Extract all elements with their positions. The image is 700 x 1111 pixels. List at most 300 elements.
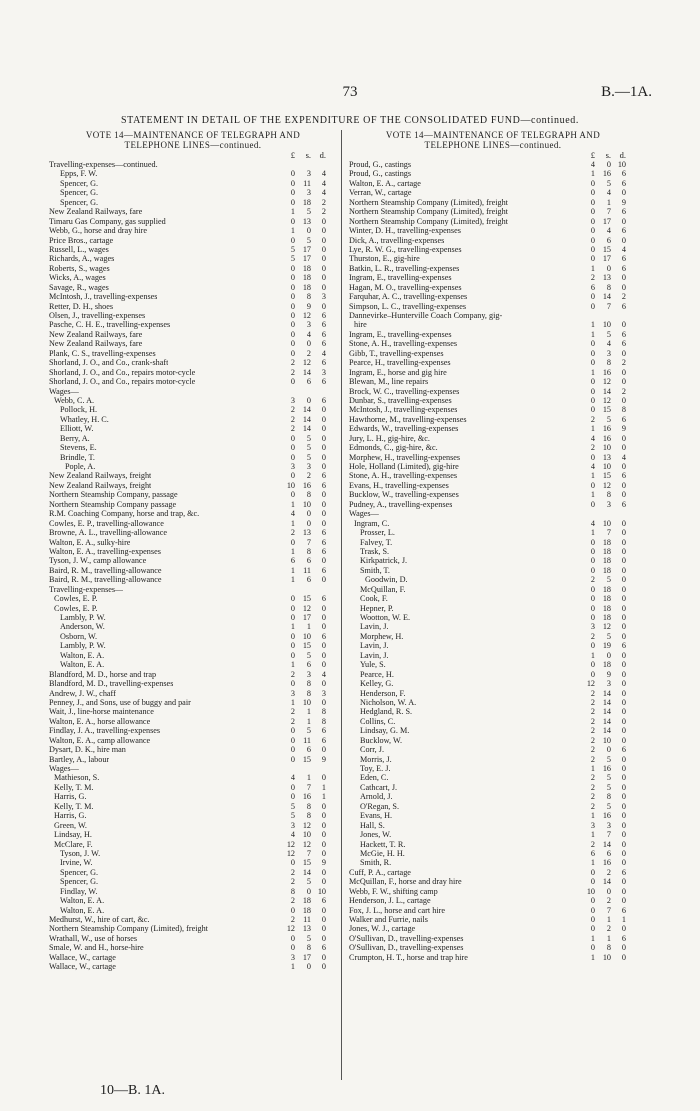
- shillings-amount: 1: [306, 716, 311, 726]
- shillings-amount: 0: [306, 518, 311, 528]
- pounds-amount: 0: [290, 537, 295, 547]
- pounds-unit: £: [590, 150, 595, 160]
- shillings-amount: 7: [306, 782, 311, 792]
- pounds-amount: 0: [590, 480, 595, 490]
- pence-amount: 0: [621, 886, 626, 896]
- entry-label: Edwards, W., travelling-expenses: [349, 424, 459, 434]
- ledger-entry: [49, 953, 337, 962]
- entry-label: Russell, L., wages: [49, 244, 109, 254]
- shillings-amount: 6: [306, 575, 311, 585]
- pence-amount: 0: [621, 801, 626, 811]
- entry-label: Wrathall, W., use of horses: [49, 933, 138, 943]
- ledger-entry: [49, 604, 337, 613]
- pence-amount: 0: [621, 839, 626, 849]
- shillings-amount: 8: [306, 490, 311, 500]
- shillings-amount: 6: [306, 377, 311, 387]
- ledger-entry: [349, 698, 637, 707]
- pounds-amount: 0: [590, 405, 595, 415]
- pence-amount: 0: [321, 263, 326, 273]
- entry-label: Walton, E. A., sulky-hire: [49, 537, 131, 547]
- entry-label: Ingram, E., horse and gig hire: [349, 367, 447, 377]
- pence-amount: 0: [621, 546, 626, 556]
- entry-label: Wait, J., line-horse maintenance: [49, 707, 154, 717]
- shillings-amount: 13: [602, 273, 611, 283]
- pence-amount: 0: [321, 915, 326, 924]
- entry-label: Travelling-expenses—continued.: [49, 160, 158, 169]
- ledger-entry: [49, 443, 337, 452]
- shillings-amount: 4: [606, 339, 611, 349]
- pence-amount: 6: [621, 254, 626, 264]
- entry-label: Verran, W., cartage: [349, 188, 412, 198]
- pence-amount: 0: [321, 301, 326, 311]
- shillings-amount: 3: [306, 188, 311, 198]
- ledger-entry: [349, 434, 637, 443]
- pence-amount: 6: [621, 499, 626, 509]
- pence-amount: 0: [621, 735, 626, 745]
- pounds-amount: 4: [590, 160, 595, 169]
- pounds-amount: 2: [290, 669, 295, 679]
- pence-amount: 6: [621, 641, 626, 651]
- pounds-amount: 0: [290, 613, 295, 622]
- ledger-entry: [349, 594, 637, 603]
- pence-amount: 6: [621, 471, 626, 481]
- ledger-entry: [49, 396, 337, 405]
- shillings-amount: 5: [606, 414, 611, 424]
- pence-amount: 6: [321, 896, 326, 906]
- pounds-amount: 2: [290, 367, 295, 377]
- entry-label: Richards, A., wages: [49, 254, 115, 264]
- pence-amount: 0: [321, 905, 326, 915]
- pounds-amount: 5: [290, 254, 295, 264]
- pence-amount: 0: [621, 282, 626, 292]
- pence-amount: 0: [621, 518, 626, 528]
- shillings-amount: 18: [602, 660, 611, 670]
- shillings-amount: 0: [306, 886, 311, 896]
- pounds-amount: 0: [590, 348, 595, 358]
- shillings-amount: 8: [606, 282, 611, 292]
- ledger-entry: [49, 641, 337, 650]
- shillings-amount: 5: [606, 329, 611, 339]
- pounds-amount: 0: [590, 584, 595, 594]
- pounds-amount: 0: [590, 188, 595, 198]
- pence-amount: 6: [321, 329, 326, 339]
- pounds-amount: 2: [590, 688, 595, 698]
- shillings-amount: 14: [602, 877, 611, 887]
- pence-unit: d.: [619, 150, 626, 160]
- pence-amount: 0: [621, 537, 626, 547]
- entry-label: Brock, W. C., travelling-expenses: [349, 386, 460, 396]
- entry-label: Walton, E. A.: [60, 896, 105, 906]
- entry-label: Cowles, E. P.: [54, 603, 98, 613]
- pounds-amount: 0: [290, 679, 295, 689]
- pounds-amount: 2: [290, 896, 295, 906]
- entry-label: Bucklow, W., travelling-expenses: [349, 490, 459, 500]
- pence-amount: 0: [321, 499, 326, 509]
- pounds-amount: 0: [290, 905, 295, 915]
- ledger-entry: [49, 670, 337, 679]
- pounds-amount: 3: [590, 820, 595, 830]
- ledger-entry: [49, 481, 337, 490]
- ledger-entry: [349, 632, 637, 641]
- entry-label: Goodwin, D.: [365, 575, 408, 585]
- pounds-amount: 1: [290, 207, 295, 217]
- pounds-amount: 0: [290, 320, 295, 330]
- entry-label: Proud, G., castings: [349, 160, 412, 169]
- column-divider: [341, 130, 342, 1080]
- pounds-amount: 12: [286, 839, 295, 849]
- ledger-entry: [49, 896, 337, 905]
- pounds-amount: 0: [290, 301, 295, 311]
- ledger-entry: [49, 434, 337, 443]
- ledger-entry: [349, 934, 637, 943]
- entry-label: Jones, W. J., cartage: [349, 924, 416, 934]
- entry-label: Stevens, E.: [60, 443, 97, 453]
- pence-amount: 0: [321, 443, 326, 453]
- entry-label: Dunbar, S., travelling-expenses: [349, 395, 452, 405]
- ledger-entry: [49, 490, 337, 499]
- pounds-amount: 1: [590, 858, 595, 868]
- pence-amount: 6: [621, 226, 626, 236]
- ledger-entry: [49, 311, 337, 320]
- entry-label: McIntosh, J., travelling-expenses: [349, 405, 458, 415]
- pence-amount: 0: [321, 622, 326, 632]
- pence-amount: 6: [621, 745, 626, 755]
- pounds-amount: 0: [290, 188, 295, 198]
- entry-label: Bartley, A., labour: [49, 754, 110, 764]
- shillings-amount: 0: [606, 160, 611, 169]
- pounds-amount: 0: [590, 178, 595, 188]
- shillings-amount: 0: [606, 886, 611, 896]
- pence-amount: 0: [621, 348, 626, 358]
- shillings-amount: 10: [302, 631, 311, 641]
- pounds-amount: 0: [290, 745, 295, 755]
- shillings-amount: 18: [302, 896, 311, 906]
- ledger-entry: [49, 368, 337, 377]
- pounds-amount: 0: [290, 594, 295, 604]
- right-heading-line1: VOTE 14—MAINTENANCE OF TELEGRAPH AND: [385, 130, 601, 140]
- pounds-amount: 2: [590, 697, 595, 707]
- pence-amount: 0: [321, 575, 326, 585]
- pounds-amount: 1: [590, 329, 595, 339]
- entry-label: O'Sullivan, D., travelling-expenses: [349, 933, 464, 943]
- entry-label: McGie, H. H.: [360, 848, 405, 858]
- ledger-entry: [349, 689, 637, 698]
- pounds-amount: 2: [290, 877, 295, 887]
- entry-label: New Zealand Railways, fare: [49, 339, 143, 349]
- pounds-amount: 0: [590, 594, 595, 604]
- pounds-amount: 0: [290, 603, 295, 613]
- pence-amount: 0: [321, 254, 326, 264]
- shillings-amount: 5: [306, 207, 311, 217]
- pounds-amount: 2: [290, 915, 295, 924]
- pence-amount: 2: [321, 197, 326, 207]
- pounds-amount: 1: [590, 764, 595, 773]
- ledger-entry: [49, 339, 337, 348]
- entry-label: Webb, G., horse and dray hire: [49, 226, 148, 236]
- ledger-entry: [49, 792, 337, 801]
- entry-label: Shorland, J. O., and Co., repairs motor-cycle: [49, 367, 196, 377]
- entry-label: Savage, R., wages: [49, 282, 109, 292]
- shillings-amount: 5: [606, 754, 611, 764]
- pence-amount: 10: [317, 886, 326, 896]
- shillings-amount: 10: [302, 499, 311, 509]
- shillings-amount: 13: [302, 528, 311, 538]
- ledger-entry: [49, 755, 337, 764]
- entry-label: Andrew, J. W., chaff: [49, 688, 116, 698]
- entry-label: Pearce, H.: [360, 669, 394, 679]
- ledger-entry: [49, 509, 337, 518]
- entry-label: Stone, A. H., travelling-expenses: [349, 339, 458, 349]
- shillings-amount: 16: [302, 792, 311, 802]
- pence-amount: 3: [321, 292, 326, 302]
- entry-label: Hagan, M. O., travelling-expenses: [349, 282, 462, 292]
- shillings-amount: 14: [602, 292, 611, 302]
- pounds-amount: 4: [590, 433, 595, 443]
- pence-amount: 0: [321, 216, 326, 226]
- pence-amount: 0: [621, 188, 626, 198]
- ledger-entry: [49, 840, 337, 849]
- shillings-amount: 18: [602, 613, 611, 622]
- pounds-amount: 0: [290, 377, 295, 387]
- shillings-amount: 16: [602, 811, 611, 821]
- entry-label: Medhurst, W., hire of cart, &c.: [49, 915, 150, 924]
- entry-label: McQuillan, F., horse and dray hire: [349, 877, 462, 887]
- ledger-entry: [349, 717, 637, 726]
- shillings-amount: 3: [606, 499, 611, 509]
- shillings-amount: 17: [602, 216, 611, 226]
- pounds-amount: 0: [590, 207, 595, 217]
- entry-label: Timaru Gas Company, gas supplied: [49, 216, 166, 226]
- shillings-amount: 8: [606, 943, 611, 953]
- ledger-entry: [49, 632, 337, 641]
- shillings-amount: 16: [602, 433, 611, 443]
- ledger-entry: [349, 358, 637, 367]
- entry-label: Morphew, H., travelling-expenses: [349, 452, 461, 462]
- shillings-amount: 17: [302, 244, 311, 254]
- ledger-entry: [49, 528, 337, 537]
- pounds-amount: 2: [290, 424, 295, 434]
- ledger-entry: [49, 471, 337, 480]
- ledger-entry: [349, 226, 637, 235]
- pence-amount: 0: [321, 452, 326, 462]
- ledger-entry: [349, 509, 637, 518]
- ledger-entry: [349, 575, 637, 584]
- shillings-amount: 14: [602, 386, 611, 396]
- entry-label: Shorland, J. O., and Co., repairs motor-cycle: [49, 377, 196, 387]
- pence-amount: 0: [621, 395, 626, 405]
- shillings-amount: 5: [306, 726, 311, 736]
- entry-label: Eden, C.: [360, 773, 389, 783]
- left-heading-line2: TELEPHONE LINES—continued.: [124, 140, 262, 150]
- shillings-amount: 18: [602, 537, 611, 547]
- pounds-amount: 3: [290, 688, 295, 698]
- pence-amount: 6: [621, 178, 626, 188]
- shillings-amount: 16: [302, 480, 311, 490]
- entry-label: Baird, R. M., travelling-allowance: [49, 565, 162, 575]
- ledger-entry: [49, 594, 337, 603]
- shillings-amount: 8: [306, 943, 311, 953]
- ledger-entry: [349, 264, 637, 273]
- pounds-amount: 0: [290, 329, 295, 339]
- entry-label: Simpson, L. C., travelling-expenses: [349, 301, 467, 311]
- entry-label: McQuillan, F.: [360, 584, 406, 594]
- entry-label: Penney, J., and Sons, use of buggy and pair: [49, 697, 191, 707]
- pence-amount: 0: [621, 679, 626, 689]
- pounds-amount: 0: [590, 905, 595, 915]
- pounds-amount: 3: [290, 462, 295, 471]
- pounds-amount: 0: [290, 282, 295, 292]
- pence-amount: 0: [621, 528, 626, 538]
- entry-label: Collins, C.: [360, 716, 396, 726]
- pounds-amount: 0: [590, 896, 595, 906]
- pounds-amount: 0: [290, 754, 295, 764]
- shillings-amount: 5: [606, 631, 611, 641]
- entry-label: Toy, E. J.: [360, 764, 391, 773]
- shillings-amount: 7: [606, 301, 611, 311]
- pounds-amount: 0: [290, 641, 295, 651]
- entry-label: Stone, A. H., travelling-expenses: [349, 471, 458, 481]
- pounds-amount: 0: [290, 197, 295, 207]
- entry-label: Irvine, W.: [60, 858, 93, 868]
- entry-label: Pudney, A., travelling-expenses: [349, 499, 453, 509]
- pounds-amount: 2: [590, 631, 595, 641]
- ledger-entry: [49, 698, 337, 707]
- ledger-entry: [349, 821, 637, 830]
- entry-label: New Zealand Railways, freight: [49, 471, 152, 481]
- entry-label: Bucklow, W.: [360, 735, 402, 745]
- entry-label: Jones, W.: [360, 830, 392, 840]
- pounds-amount: 0: [290, 471, 295, 481]
- shillings-amount: 8: [306, 801, 311, 811]
- entry-label: New Zealand Railways, fare: [49, 329, 143, 339]
- right-column-heading: [349, 130, 637, 150]
- shillings-amount: 0: [306, 509, 311, 519]
- pence-amount: 6: [321, 471, 326, 481]
- pounds-amount: 2: [590, 726, 595, 736]
- entry-label: Wallace, W., cartage: [49, 962, 116, 972]
- entry-label: Spencer, G.: [60, 188, 99, 198]
- pence-amount: 0: [321, 830, 326, 840]
- shillings-amount: 14: [302, 867, 311, 877]
- ledger-entry: [49, 745, 337, 754]
- pence-amount: 6: [321, 565, 326, 575]
- entry-label: Cathcart, J.: [360, 782, 398, 792]
- pounds-amount: 0: [590, 235, 595, 245]
- ledger-entry: [349, 377, 637, 386]
- ledger-entry: [49, 387, 337, 396]
- ledger-entry: [349, 896, 637, 905]
- pence-amount: 0: [621, 622, 626, 632]
- ledger-entry: [49, 273, 337, 282]
- pounds-amount: 0: [290, 943, 295, 953]
- entry-label: Kelly, T. M.: [54, 801, 94, 811]
- pence-amount: 0: [621, 462, 626, 471]
- pounds-amount: 0: [290, 169, 295, 179]
- pence-amount: 0: [321, 490, 326, 500]
- ledger-entry: [349, 622, 637, 631]
- shillings-amount: 5: [306, 650, 311, 660]
- entry-label: Brindle, T.: [60, 452, 95, 462]
- pounds-amount: 0: [290, 273, 295, 283]
- shillings-amount: 7: [606, 830, 611, 840]
- ledger-entry: [49, 424, 337, 433]
- shillings-amount: 8: [306, 688, 311, 698]
- pounds-amount: 0: [590, 603, 595, 613]
- pence-amount: 0: [621, 726, 626, 736]
- entry-label: Northern Steamship Company (Limited), freight: [349, 207, 508, 217]
- shillings-amount: 14: [602, 697, 611, 707]
- entry-label: Walton, E. A., horse allowance: [49, 716, 151, 726]
- shillings-amount: 15: [302, 754, 311, 764]
- pence-amount: 6: [621, 263, 626, 273]
- pounds-unit: £: [290, 150, 295, 160]
- entry-label: Corr, J.: [360, 745, 385, 755]
- ledger-entry: [349, 188, 637, 197]
- entry-label: Jury, L. H., gig-hire, &c.: [349, 433, 430, 443]
- pence-amount: 0: [321, 801, 326, 811]
- pence-amount: 0: [621, 952, 626, 962]
- entry-label: Smith, R.: [360, 858, 392, 868]
- entry-label: Lindsay, G. M.: [360, 726, 410, 736]
- ledger-entry: [49, 613, 337, 622]
- pence-amount: 0: [321, 273, 326, 283]
- pence-amount: 6: [321, 631, 326, 641]
- pounds-amount: 1: [590, 952, 595, 962]
- ledger-entry: [349, 783, 637, 792]
- shillings-amount: 5: [306, 235, 311, 245]
- ledger-entry: [349, 396, 637, 405]
- ledger-entry: [49, 811, 337, 820]
- left-heading-line1: VOTE 14—MAINTENANCE OF TELEGRAPH AND: [85, 130, 301, 140]
- pounds-amount: 0: [590, 943, 595, 953]
- shillings-amount: 7: [606, 905, 611, 915]
- entry-label: Hackett, T. R.: [360, 839, 406, 849]
- pounds-amount: 1: [590, 650, 595, 660]
- pence-amount: 3: [321, 688, 326, 698]
- left-units-header: [49, 150, 337, 160]
- ledger-entry: [49, 689, 337, 698]
- ledger-entry: [349, 273, 637, 282]
- pence-amount: 9: [321, 754, 326, 764]
- ledger-entry: [349, 169, 637, 178]
- pence-amount: 0: [321, 962, 326, 972]
- ledger-entry: [49, 330, 337, 339]
- entry-label: Findlay, W.: [60, 886, 98, 896]
- ledger-entry: [49, 377, 337, 386]
- pounds-amount: 3: [290, 395, 295, 405]
- entry-label: Whatley, H. C.: [60, 414, 109, 424]
- pounds-amount: 1: [290, 962, 295, 972]
- entry-label: Batkin, L. R., travelling-expenses: [349, 263, 460, 273]
- pence-amount: 0: [621, 792, 626, 802]
- entry-label: Ingram, E., travelling-expenses: [349, 329, 452, 339]
- ledger-entry: [349, 858, 637, 867]
- entry-label: Arnold, J.: [360, 792, 393, 802]
- entry-label: Northern Steamship Company (Limited), freight: [349, 216, 508, 226]
- ledger-entry: [49, 217, 337, 226]
- ledger-entry: [349, 953, 637, 962]
- pence-amount: 0: [321, 660, 326, 670]
- pounds-amount: 1: [590, 830, 595, 840]
- pounds-amount: 1: [290, 660, 295, 670]
- shillings-amount: 3: [306, 669, 311, 679]
- pounds-amount: 0: [590, 669, 595, 679]
- pounds-amount: 0: [590, 641, 595, 651]
- entry-label: Spencer, G.: [60, 877, 99, 887]
- pounds-amount: 4: [590, 518, 595, 528]
- pence-amount: 2: [621, 386, 626, 396]
- pounds-amount: 0: [590, 537, 595, 547]
